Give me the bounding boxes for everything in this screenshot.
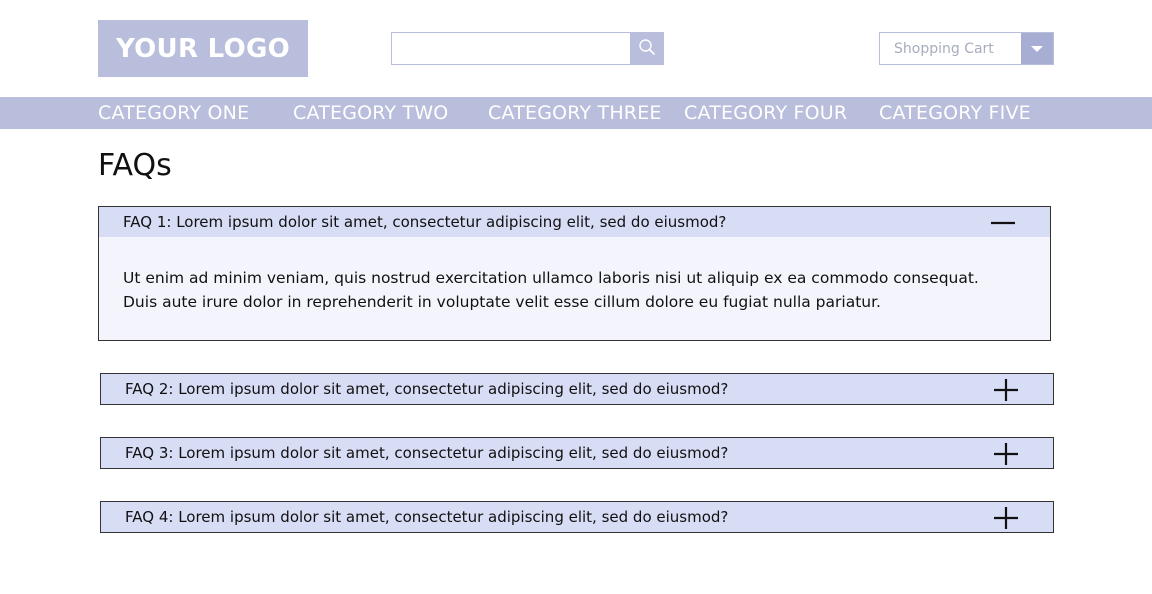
shopping-cart-label: Shopping Cart xyxy=(880,33,1021,64)
cart-dropdown-toggle[interactable] xyxy=(1021,33,1053,64)
search-button[interactable] xyxy=(630,33,663,64)
faq-answer-line: Ut enim ad minim veniam, quis nostrud exercitation ullamco laboris nisi ut aliquip ex ea commodo consequat. xyxy=(123,269,979,287)
faq-question-2[interactable] xyxy=(100,373,1054,405)
plus-icon[interactable] xyxy=(993,379,1019,401)
logo-text: YOUR LOGO xyxy=(115,33,291,64)
faq-answer-line: Duis aute irure dolor in reprehenderit in voluptate velit esse cillum dolore eu fugiat nulla pariatur. xyxy=(123,293,881,311)
minus-icon[interactable] xyxy=(990,212,1016,234)
nav-item-category-three[interactable]: CATEGORY THREE xyxy=(488,102,662,124)
search-input[interactable] xyxy=(392,33,630,64)
nav-item-category-five[interactable]: CATEGORY FIVE xyxy=(879,102,1031,124)
faq-question-text: FAQ 1: Lorem ipsum dolor sit amet, consectetur adipiscing elit, sed do eiusmod? xyxy=(123,213,727,231)
faq-question-3[interactable] xyxy=(100,437,1054,469)
logo[interactable] xyxy=(98,20,308,77)
page-title: FAQs xyxy=(98,148,172,183)
faq-question-text: FAQ 2: Lorem ipsum dolor sit amet, consectetur adipiscing elit, sed do eiusmod? xyxy=(125,380,729,398)
faq-question-1[interactable] xyxy=(98,206,1051,238)
nav-item-category-two[interactable]: CATEGORY TWO xyxy=(293,102,449,124)
category-nav xyxy=(0,97,1152,129)
search-icon xyxy=(638,38,656,60)
plus-icon[interactable] xyxy=(993,507,1019,529)
plus-icon[interactable] xyxy=(993,443,1019,465)
search-bar xyxy=(391,32,664,65)
chevron-down-icon xyxy=(1030,39,1044,58)
nav-item-category-four[interactable]: CATEGORY FOUR xyxy=(684,102,848,124)
faq-question-4[interactable] xyxy=(100,501,1054,533)
faq-question-text: FAQ 4: Lorem ipsum dolor sit amet, consectetur adipiscing elit, sed do eiusmod? xyxy=(125,508,729,526)
faq-question-text: FAQ 3: Lorem ipsum dolor sit amet, consectetur adipiscing elit, sed do eiusmod? xyxy=(125,444,729,462)
shopping-cart-dropdown[interactable] xyxy=(879,32,1054,65)
nav-item-category-one[interactable]: CATEGORY ONE xyxy=(98,102,250,124)
faq-answer-1 xyxy=(98,237,1051,341)
